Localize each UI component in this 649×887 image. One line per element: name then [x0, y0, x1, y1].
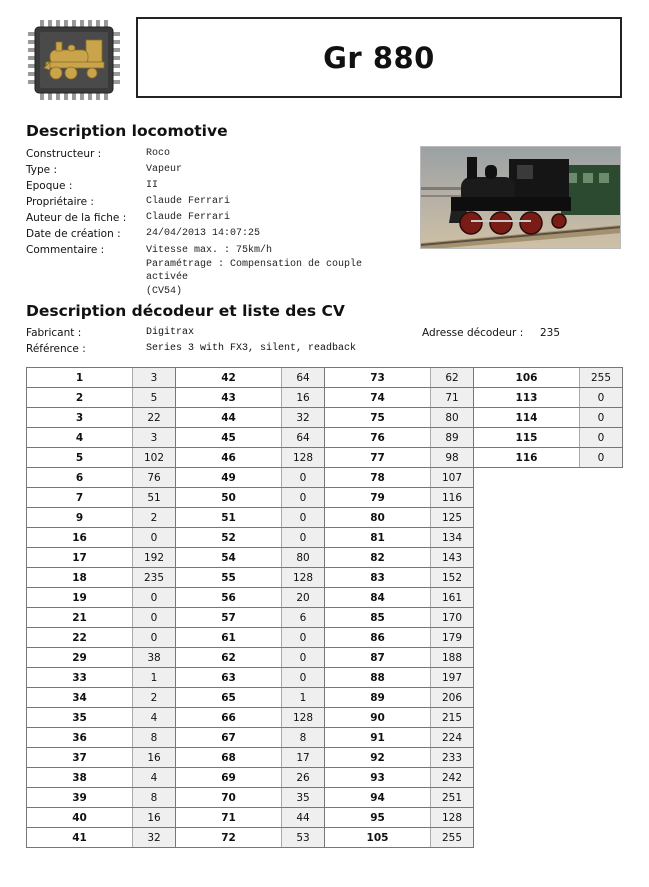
decoder-section-heading: Description décodeur et liste des CV [26, 302, 345, 320]
cv-number: 7 [27, 488, 133, 508]
info-value: 24/04/2013 14:07:25 [146, 228, 261, 239]
cv-number: 29 [27, 648, 133, 668]
cv-value: 0 [282, 668, 325, 688]
cv-number: 44 [176, 408, 282, 428]
cv-value: 255 [431, 828, 474, 848]
cv-number: 22 [27, 628, 133, 648]
cv-value: 80 [431, 408, 474, 428]
cv-value: 116 [431, 488, 474, 508]
comment-line: Paramétrage : Compensation de couple activée [146, 258, 363, 283]
cv-empty-cell [580, 628, 623, 648]
cv-empty-cell [580, 668, 623, 688]
cv-number: 37 [27, 748, 133, 768]
cv-empty-cell [580, 708, 623, 728]
cv-value: 128 [282, 448, 325, 468]
info-label: Constructeur : [26, 148, 102, 160]
cv-number: 34 [27, 688, 133, 708]
info-row-constructeur [26, 146, 406, 162]
cv-value: 38 [133, 648, 176, 668]
decoder-label: Fabricant : [26, 327, 82, 339]
cv-value: 26 [282, 768, 325, 788]
cv-number: 86 [325, 628, 431, 648]
cv-number: 68 [176, 748, 282, 768]
cv-table-row [27, 568, 623, 588]
cv-value: 3 [133, 368, 176, 388]
cv-number: 51 [176, 508, 282, 528]
cv-table-row [27, 728, 623, 748]
decoder-manufacturer: Digitrax [146, 327, 195, 338]
cv-number: 33 [27, 668, 133, 688]
cv-value: 0 [133, 628, 176, 648]
decoder-address-label: Adresse décodeur : [422, 327, 524, 339]
comment-line: Vitesse max. : 75km/h [146, 245, 273, 256]
cv-number: 6 [27, 468, 133, 488]
cv-number: 38 [27, 768, 133, 788]
cv-number: 114 [474, 408, 580, 428]
cv-value: 128 [282, 568, 325, 588]
cv-number: 69 [176, 768, 282, 788]
cv-value: 0 [133, 588, 176, 608]
cv-number: 65 [176, 688, 282, 708]
cv-value: 128 [282, 708, 325, 728]
cv-number: 54 [176, 548, 282, 568]
cv-value: 20 [282, 588, 325, 608]
cv-table-row [27, 388, 623, 408]
cv-empty-cell [474, 508, 580, 528]
cv-empty-cell [580, 588, 623, 608]
cv-number: 16 [27, 528, 133, 548]
cv-number: 35 [27, 708, 133, 728]
cv-value: 32 [282, 408, 325, 428]
cv-value: 224 [431, 728, 474, 748]
cv-empty-cell [580, 528, 623, 548]
cv-empty-cell [474, 808, 580, 828]
cv-number: 52 [176, 528, 282, 548]
cv-value: 4 [133, 708, 176, 728]
cv-table-row [27, 668, 623, 688]
cv-value: 188 [431, 648, 474, 668]
cv-value: 71 [431, 388, 474, 408]
cv-value: 64 [282, 368, 325, 388]
cv-empty-cell [580, 488, 623, 508]
cv-empty-cell [580, 828, 623, 848]
locomotive-section-heading: Description locomotive [26, 122, 228, 140]
cv-table-row [27, 468, 623, 488]
cv-number: 55 [176, 568, 282, 588]
page-title: Gr 880 [323, 40, 435, 75]
cv-number: 91 [325, 728, 431, 748]
cv-number: 5 [27, 448, 133, 468]
cv-value: 0 [133, 608, 176, 628]
cv-number: 61 [176, 628, 282, 648]
locomotive-info [26, 146, 406, 298]
info-row-auteur [26, 210, 406, 226]
cv-number: 79 [325, 488, 431, 508]
cv-number: 9 [27, 508, 133, 528]
cv-empty-cell [474, 608, 580, 628]
info-value: II [146, 180, 159, 191]
cv-value: 5 [133, 388, 176, 408]
cv-number: 56 [176, 588, 282, 608]
cv-value: 16 [133, 748, 176, 768]
info-label: Auteur de la fiche : [26, 212, 127, 224]
cv-empty-cell [580, 648, 623, 668]
cv-number: 57 [176, 608, 282, 628]
comment-value [146, 242, 406, 298]
cv-empty-cell [580, 728, 623, 748]
cv-table-row [27, 748, 623, 768]
cv-value: 1 [133, 668, 176, 688]
info-value: Claude Ferrari [146, 196, 231, 207]
cv-number: 116 [474, 448, 580, 468]
cv-number: 18 [27, 568, 133, 588]
info-row-epoque [26, 178, 406, 194]
cv-number: 50 [176, 488, 282, 508]
cv-value: 53 [282, 828, 325, 848]
cv-value: 255 [580, 368, 623, 388]
cv-value: 6 [282, 608, 325, 628]
cv-value: 2 [133, 508, 176, 528]
info-label: Propriétaire : [26, 196, 94, 208]
cv-number: 3 [27, 408, 133, 428]
cv-number: 113 [474, 388, 580, 408]
cv-number: 39 [27, 788, 133, 808]
info-value: Vapeur [146, 164, 183, 175]
cv-number: 94 [325, 788, 431, 808]
cv-empty-cell [474, 588, 580, 608]
cv-value: 242 [431, 768, 474, 788]
cv-number: 43 [176, 388, 282, 408]
cv-number: 2 [27, 388, 133, 408]
cv-empty-cell [474, 748, 580, 768]
cv-number: 89 [325, 688, 431, 708]
cv-number: 85 [325, 608, 431, 628]
cv-number: 92 [325, 748, 431, 768]
cv-number: 74 [325, 388, 431, 408]
cv-number: 78 [325, 468, 431, 488]
cv-number: 42 [176, 368, 282, 388]
cv-empty-cell [580, 468, 623, 488]
cv-number: 36 [27, 728, 133, 748]
cv-value: 1 [282, 688, 325, 708]
cv-empty-cell [580, 748, 623, 768]
cv-value: 235 [133, 568, 176, 588]
cv-number: 46 [176, 448, 282, 468]
cv-table-row [27, 408, 623, 428]
cv-number: 93 [325, 768, 431, 788]
cv-empty-cell [580, 788, 623, 808]
cv-number: 45 [176, 428, 282, 448]
cv-empty-cell [580, 608, 623, 628]
cv-empty-cell [474, 548, 580, 568]
cv-value: 44 [282, 808, 325, 828]
cv-number: 70 [176, 788, 282, 808]
cv-empty-cell [474, 468, 580, 488]
cv-number: 4 [27, 428, 133, 448]
cv-empty-cell [474, 828, 580, 848]
cv-value: 0 [282, 488, 325, 508]
cv-empty-cell [474, 688, 580, 708]
cv-value: 215 [431, 708, 474, 728]
cv-table [26, 367, 623, 848]
cv-table-row [27, 508, 623, 528]
cv-number: 76 [325, 428, 431, 448]
cv-table-row [27, 648, 623, 668]
cv-number: 82 [325, 548, 431, 568]
cv-value: 251 [431, 788, 474, 808]
cv-table-row [27, 368, 623, 388]
cv-number: 106 [474, 368, 580, 388]
cv-value: 134 [431, 528, 474, 548]
cv-table-row [27, 688, 623, 708]
cv-number: 83 [325, 568, 431, 588]
decoder-label: Référence : [26, 343, 86, 355]
cv-number: 21 [27, 608, 133, 628]
info-row-commentaire [26, 242, 406, 298]
cv-table-row [27, 428, 623, 448]
cv-table-row [27, 608, 623, 628]
cv-table-row [27, 708, 623, 728]
cv-value: 16 [282, 388, 325, 408]
cv-table-row [27, 628, 623, 648]
steam-locomotive-chip-icon [26, 18, 122, 102]
cv-empty-cell [580, 768, 623, 788]
cv-value: 3 [133, 428, 176, 448]
cv-value: 107 [431, 468, 474, 488]
cv-number: 105 [325, 828, 431, 848]
info-value: Roco [146, 148, 171, 159]
cv-empty-cell [474, 568, 580, 588]
cv-value: 22 [133, 408, 176, 428]
cv-value: 0 [282, 628, 325, 648]
cv-number: 67 [176, 728, 282, 748]
cv-number: 75 [325, 408, 431, 428]
cv-number: 84 [325, 588, 431, 608]
cv-number: 73 [325, 368, 431, 388]
cv-empty-cell [474, 788, 580, 808]
cv-number: 77 [325, 448, 431, 468]
info-label: Commentaire : [26, 244, 105, 256]
cv-empty-cell [580, 548, 623, 568]
cv-empty-cell [580, 508, 623, 528]
cv-empty-cell [580, 808, 623, 828]
cv-value: 17 [282, 748, 325, 768]
info-label: Date de création : [26, 228, 121, 240]
cv-table-row [27, 448, 623, 468]
cv-number: 71 [176, 808, 282, 828]
cv-value: 0 [580, 388, 623, 408]
decoder-reference: Series 3 with FX3, silent, readback [146, 343, 357, 354]
cv-table-row [27, 528, 623, 548]
cv-value: 62 [431, 368, 474, 388]
cv-number: 17 [27, 548, 133, 568]
cv-number: 49 [176, 468, 282, 488]
decoder-info [26, 325, 626, 357]
cv-table-row [27, 788, 623, 808]
cv-value: 197 [431, 668, 474, 688]
cv-table-row [27, 488, 623, 508]
cv-value: 35 [282, 788, 325, 808]
cv-empty-cell [474, 628, 580, 648]
cv-value: 8 [133, 788, 176, 808]
cv-value: 128 [431, 808, 474, 828]
cv-value: 16 [133, 808, 176, 828]
cv-value: 0 [282, 528, 325, 548]
cv-value: 4 [133, 768, 176, 788]
cv-number: 81 [325, 528, 431, 548]
cv-value: 76 [133, 468, 176, 488]
cv-number: 40 [27, 808, 133, 828]
info-value: Claude Ferrari [146, 212, 231, 223]
cv-number: 19 [27, 588, 133, 608]
info-label: Type : [26, 164, 57, 176]
cv-empty-cell [580, 568, 623, 588]
cv-value: 32 [133, 828, 176, 848]
decoder-address: 235 [540, 327, 561, 339]
cv-value: 206 [431, 688, 474, 708]
cv-empty-cell [474, 668, 580, 688]
cv-table-row [27, 808, 623, 828]
cv-value: 0 [580, 408, 623, 428]
cv-number: 72 [176, 828, 282, 848]
info-row-date [26, 226, 406, 242]
locomotive-photo [420, 146, 621, 249]
cv-table-row [27, 588, 623, 608]
cv-number: 90 [325, 708, 431, 728]
cv-value: 64 [282, 428, 325, 448]
cv-empty-cell [474, 528, 580, 548]
cv-number: 115 [474, 428, 580, 448]
cv-value: 0 [282, 508, 325, 528]
cv-table-row [27, 548, 623, 568]
cv-value: 2 [133, 688, 176, 708]
cv-value: 192 [133, 548, 176, 568]
info-row-type [26, 162, 406, 178]
cv-number: 88 [325, 668, 431, 688]
cv-number: 95 [325, 808, 431, 828]
cv-value: 0 [580, 448, 623, 468]
cv-empty-cell [474, 708, 580, 728]
cv-table-row [27, 768, 623, 788]
cv-number: 63 [176, 668, 282, 688]
cv-empty-cell [474, 648, 580, 668]
cv-value: 102 [133, 448, 176, 468]
cv-value: 179 [431, 628, 474, 648]
cv-number: 1 [27, 368, 133, 388]
info-row-proprietaire [26, 194, 406, 210]
cv-value: 8 [282, 728, 325, 748]
cv-number: 66 [176, 708, 282, 728]
cv-empty-cell [474, 768, 580, 788]
decoder-row-reference [26, 341, 626, 357]
cv-value: 0 [282, 468, 325, 488]
cv-table-row [27, 828, 623, 848]
cv-value: 233 [431, 748, 474, 768]
cv-value: 0 [133, 528, 176, 548]
cv-number: 41 [27, 828, 133, 848]
cv-value: 125 [431, 508, 474, 528]
cv-value: 98 [431, 448, 474, 468]
cv-value: 0 [282, 648, 325, 668]
locomotive-app-icon [26, 18, 122, 102]
cv-value: 170 [431, 608, 474, 628]
decoder-row-fabricant [26, 325, 626, 341]
cv-number: 80 [325, 508, 431, 528]
cv-empty-cell [474, 488, 580, 508]
cv-empty-cell [474, 728, 580, 748]
info-label: Epoque : [26, 180, 73, 192]
cv-value: 8 [133, 728, 176, 748]
cv-value: 80 [282, 548, 325, 568]
cv-value: 0 [580, 428, 623, 448]
cv-value: 161 [431, 588, 474, 608]
cv-value: 89 [431, 428, 474, 448]
cv-number: 87 [325, 648, 431, 668]
cv-empty-cell [580, 688, 623, 708]
title-box [136, 17, 622, 98]
cv-value: 152 [431, 568, 474, 588]
cv-number: 62 [176, 648, 282, 668]
comment-line: (CV54) [146, 285, 183, 297]
cv-value: 51 [133, 488, 176, 508]
cv-value: 143 [431, 548, 474, 568]
